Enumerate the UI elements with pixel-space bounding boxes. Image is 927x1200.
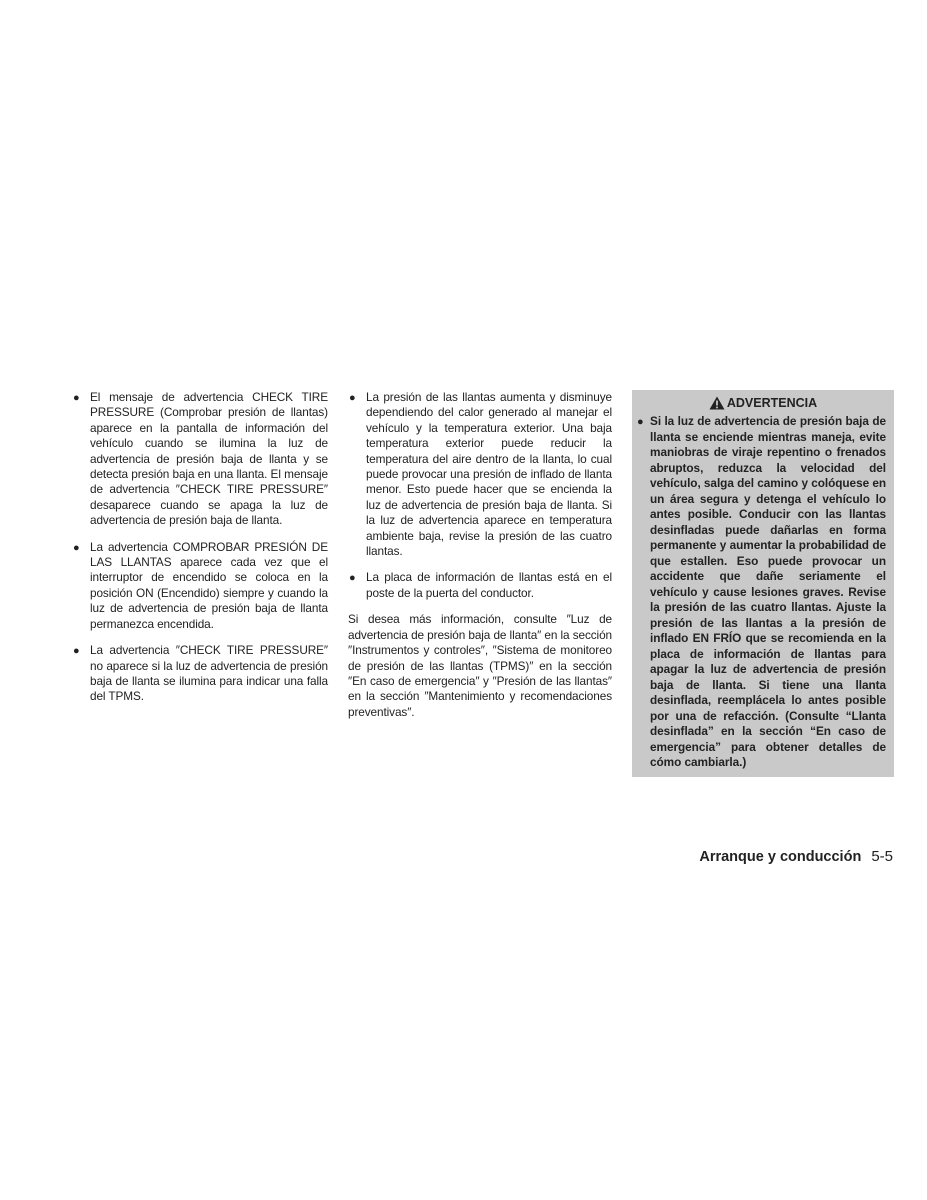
page-number: 5-5: [871, 848, 893, 865]
list-item-text: La presión de las llantas aumenta y disminuye dependiendo del calor generado al manejar el vehículo y la temperatura exterior. Una baja temperatura exterior puede reducir la temperatura del aire dentro de la llanta, lo cual puede provocar una presión de inflado de llanta menor. Esto puede hacer que se encienda la luz de advertencia de presión baja de llanta. Si la luz de advertencia aparece en temperatura ambiente baja, revise la presión de las cuatro llantas.: [366, 390, 612, 559]
list-item-text: El mensaje de advertencia CHECK TIRE PRESSURE (Comprobar presión de llantas) aparece en la pantalla de información del vehículo cuando se ilumina la luz de advertencia de presión baja de llanta y se detecta presión baja en una llanta. El mensaje de advertencia ″CHECK TIRE PRESSURE″ desaparece cuando se apaga la luz de advertencia de presión baja de llanta.: [90, 390, 328, 528]
warning-item: [632, 414, 894, 771]
warning-box: [632, 390, 894, 777]
bullet-icon: ●: [73, 541, 80, 554]
column-right: [632, 390, 894, 777]
list-item: [72, 540, 328, 632]
list-item: [72, 643, 328, 705]
warning-title: ADVERTENCIA: [726, 396, 818, 410]
bullet-icon: ●: [637, 416, 644, 428]
warning-text: Si la luz de advertencia de presión baja de llanta se enciende mientras maneja, evite maniobras de viraje repentino o frenados abruptos, reduzca la velocidad del vehículo, salga del camino y colóquese en un área segura y detenga el vehículo lo antes posible. Conducir con las llantas desinfladas puede dañarlas en forma permanente y aumentar la probabilidad de que estallen. Eso puede provocar un accidente que dañe seriamente el vehículo y cause lesiones graves. Revise la presión de las cuatro llantas. Ajuste la presión de las llantas a la presión de inflado EN FRÍO que se recomienda en la placa de información de llantas para apagar la luz de advertencia de presión baja de llanta. Si tiene una llanta desinflada, reemplácela lo antes posible por una de refacción. (Consulte “Llanta desinflada” en la sección “En caso de emergencia” para obtener detalles de cómo cambiarla.): [650, 414, 886, 769]
page-footer: [699, 848, 893, 865]
list-item: [348, 390, 612, 559]
column-left: [72, 390, 328, 716]
bullet-icon: ●: [349, 572, 356, 585]
warning-header: [632, 390, 894, 414]
list-item: [72, 390, 328, 529]
section-title: Arranque y conducción: [699, 849, 862, 865]
list-item-text: La advertencia ″CHECK TIRE PRESSURE″ no aparece si la luz de advertencia de presión baja de llanta se ilumina para indicar una falla del TPMS.: [90, 643, 328, 704]
bullet-list: [348, 390, 612, 601]
column-middle: [348, 390, 612, 720]
list-item-text: La advertencia COMPROBAR PRESIÓN DE LAS LLANTAS aparece cada vez que el interruptor de encendido se coloca en la posición ON (Encendido) siempre y cuando la luz de advertencia de presión baja de llanta permanezca encendida.: [90, 539, 328, 631]
list-item: [348, 570, 612, 601]
warning-triangle-icon: [709, 396, 725, 410]
bullet-list: [72, 390, 328, 705]
bullet-icon: ●: [73, 392, 80, 404]
reference-paragraph: Si desea más información, consulte ″Luz de advertencia de presión baja de llanta″ en la sección ″Instrumentos y controles″, ″Sistema de monitoreo de presión de las llantas (TPMS)″ en la sección ″En caso de emergencia″ y ″Presión de las llantas″ en la sección ″Mantenimiento y recomendaciones preventivas″.: [348, 612, 612, 719]
list-item-text: La placa de información de llantas está en el poste de la puerta del conductor.: [366, 570, 612, 600]
bullet-icon: ●: [349, 392, 356, 404]
bullet-icon: ●: [73, 645, 80, 658]
